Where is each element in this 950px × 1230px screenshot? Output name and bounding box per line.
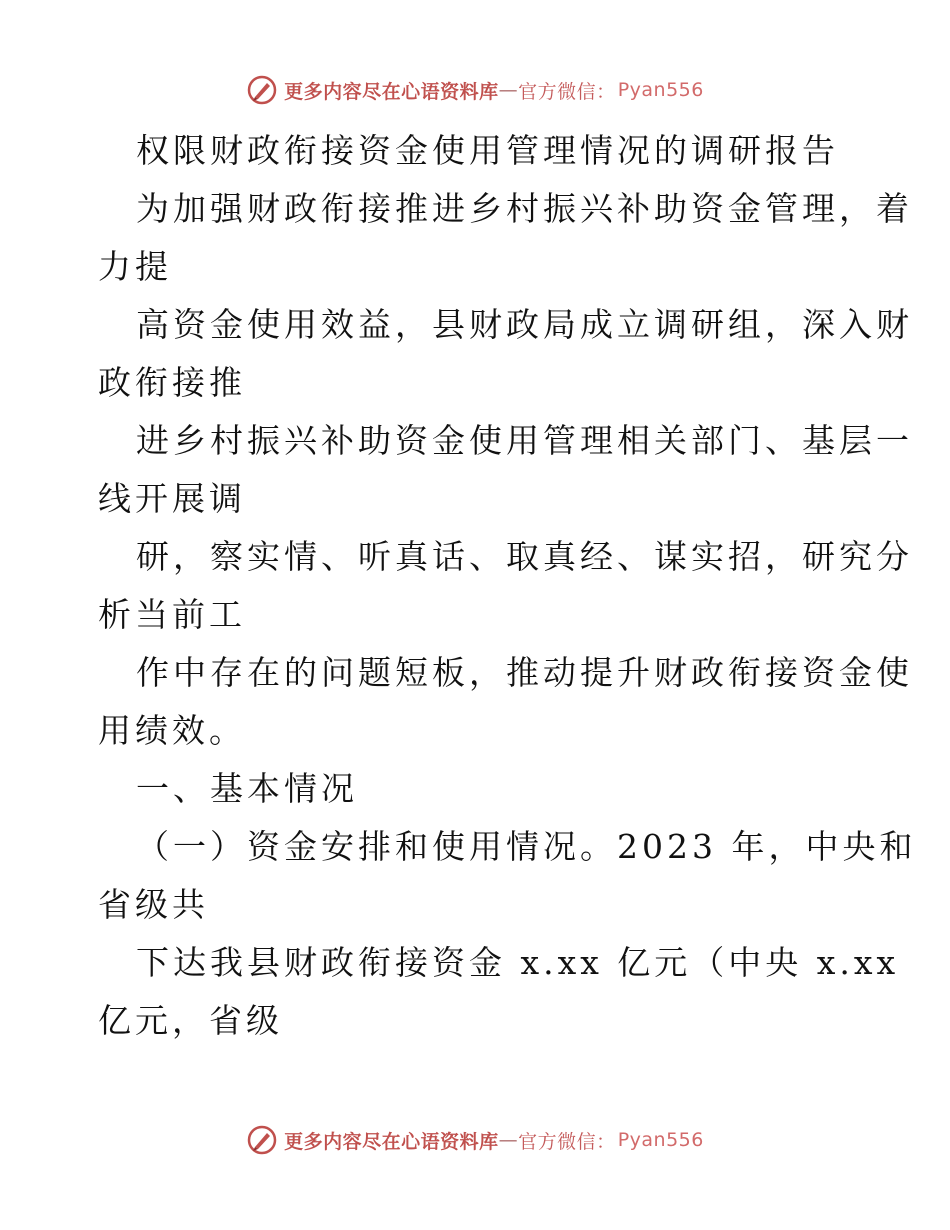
subsection-heading: （一）资金安排和使用情况。2023 年，中央和: [136, 827, 917, 866]
paragraph-line: 省级共: [98, 885, 209, 924]
paragraph-line: 亿元，省级: [98, 1001, 283, 1040]
paragraph-line: 用绩效。: [98, 711, 246, 750]
paragraph-line: 析当前工: [98, 595, 246, 634]
pen-logo-icon: [246, 74, 278, 106]
paragraph-line: 作中存在的问题短板，推动提升财政衔接资金使: [136, 653, 913, 692]
paragraph-line: 下达我县财政衔接资金 x.xx 亿元（中央 x.xx: [136, 943, 900, 982]
watermark-brand: 更多内容尽在心语资料库: [284, 80, 499, 103]
watermark-handle: Pyan556: [617, 79, 704, 101]
watermark-dash: —: [498, 1129, 519, 1151]
watermark-contact: 官方微信：: [518, 1130, 616, 1153]
header-watermark: [0, 74, 950, 106]
paragraph-line: 进乡村振兴补助资金使用管理相关部门、基层一: [136, 421, 913, 460]
paragraph-line: 线开展调: [98, 479, 246, 518]
watermark-handle: Pyan556: [617, 1129, 704, 1151]
footer-watermark: [0, 1124, 950, 1156]
paragraph-line: 力提: [98, 247, 172, 286]
document-body: [98, 122, 917, 1050]
watermark-brand: 更多内容尽在心语资料库: [284, 1130, 499, 1153]
section-heading: 一、基本情况: [136, 769, 358, 808]
document-title: 权限财政衔接资金使用管理情况的调研报告: [136, 131, 839, 170]
pen-logo-icon: [246, 1124, 278, 1156]
watermark-contact: 官方微信：: [518, 80, 616, 103]
paragraph-line: 为加强财政衔接推进乡村振兴补助资金管理，着: [136, 189, 913, 228]
watermark-dash: —: [498, 79, 519, 101]
paragraph-line: 政衔接推: [98, 363, 246, 402]
paragraph-line: 高资金使用效益，县财政局成立调研组，深入财: [136, 305, 913, 344]
paragraph-line: 研，察实情、听真话、取真经、谋实招，研究分: [136, 537, 913, 576]
